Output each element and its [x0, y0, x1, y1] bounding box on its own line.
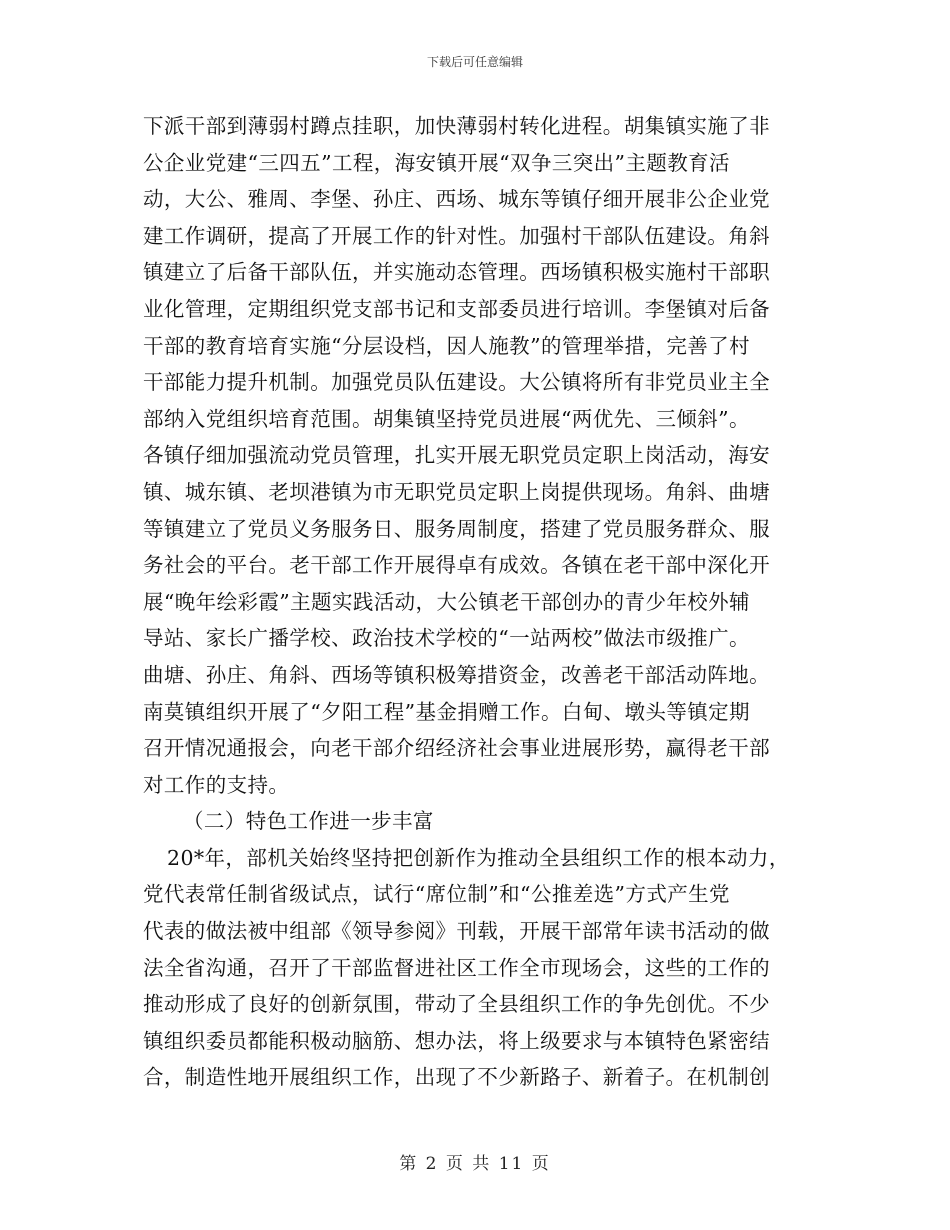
text-line: 部纳入党组织培育范围。胡集镇坚持党员进展“两优先、三倾斜”。	[143, 406, 750, 431]
text-line: 南莫镇组织开展了“夕阳工程”基金捐赠工作。白甸、墩头等镇定期	[143, 699, 750, 724]
page-number-footer: 第 2 页 共 11 页	[399, 1154, 551, 1174]
text-line: 对工作的支持。	[143, 772, 290, 797]
text-line: 务社会的平台。老干部工作开展得卓有成效。各镇在老干部中深化开	[143, 553, 770, 578]
text-line: 公企业党建“三四五”工程，海安镇开展“双争三突出”主题教育活	[143, 150, 730, 175]
text-line: 曲塘、孙庄、角斜、西场等镇积极筹措资金，改善老干部活动阵地。	[143, 662, 770, 687]
text-line: 干部能力提升机制。加强党员队伍建设。大公镇将所有非党员业主全	[143, 370, 770, 395]
text-line: 代表的做法被中组部《领导参阅》刊载，开展干部常年读书活动的做	[143, 919, 770, 944]
text-line: 镇建立了后备干部队伍，并实施动态管理。西场镇积极实施村干部职	[143, 260, 770, 285]
text-line: 镇、城东镇、老坝港镇为市无职党员定职上岗提供现场。角斜、曲塘	[143, 479, 770, 504]
text-line: 干部的教育培育实施“分层设档，因人施教”的管理举措，完善了村	[143, 333, 750, 358]
section-heading: （二）特色工作进一步丰富	[183, 809, 434, 834]
text-line: 等镇建立了党员义务服务日、服务周制度，搭建了党员服务群众、服	[143, 516, 770, 541]
text-line: 法全省沟通，召开了干部监督进社区工作全市现场会，这些的工作的	[143, 955, 770, 980]
document-body	[143, 108, 823, 1096]
text-line: 合，制造性地开展组织工作，出现了不少新路子、新着子。在机制创	[143, 1065, 770, 1090]
text-line: 各镇仔细加强流动党员管理，扎实开展无职党员定职上岗活动，海安	[143, 443, 770, 468]
text-line: 下派干部到薄弱村蹲点挂职，加快薄弱村转化进程。胡集镇实施了非	[143, 114, 770, 138]
text-line: 建工作调研，提高了开展工作的针对性。加强村干部队伍建设。角斜	[143, 223, 770, 248]
text-line: 推动形成了良好的创新氛围，带动了全县组织工作的争先创优。不少	[143, 992, 770, 1017]
text-line: 召开情况通报会，向老干部介绍经济社会事业进展形势，赢得老干部	[143, 736, 770, 761]
text-line: 业化管理，定期组织党支部书记和支部委员进行培训。李堡镇对后备	[143, 296, 770, 321]
page-header: 下载后可任意编辑	[426, 55, 523, 69]
text-line: 展“晚年绘彩霞”主题实践活动，大公镇老干部创办的青少年校外辅	[143, 589, 750, 614]
text-line: 20*年，部机关始终坚持把创新作为推动全县组织工作的根本动力，	[167, 845, 790, 870]
text-line: 党代表常任制省级试点，试行“席位制”和“公推差选”方式产生党	[143, 882, 730, 907]
text-line: 导站、家长广播学校、政治技术学校的“一站两校”做法市级推广。	[143, 626, 750, 651]
text-line: 动，大公、雅周、李堡、孙庄、西场、城东等镇仔细开展非公企业党	[143, 187, 770, 212]
text-line: 镇组织委员都能积极动脑筋、想办法，将上级要求与本镇特色紧密结	[143, 1028, 770, 1053]
